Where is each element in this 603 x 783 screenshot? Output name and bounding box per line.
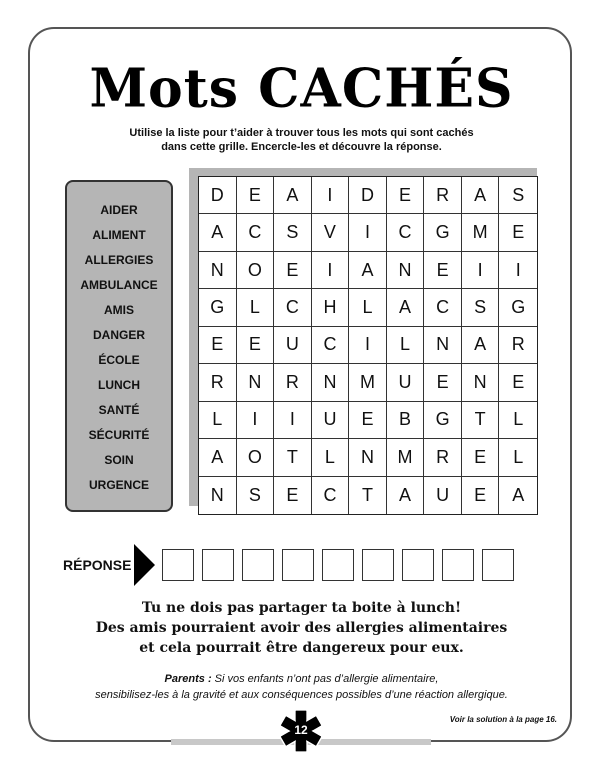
parents-note-line-2: sensibilisez-les à la gravité et aux conséquences possibles d’une réaction allergique. xyxy=(95,689,508,701)
grid-cell: I xyxy=(462,252,500,289)
grid-cell: U xyxy=(274,327,312,364)
grid-cell: R xyxy=(424,177,462,214)
grid-cell: S xyxy=(462,289,500,326)
grid-cell: G xyxy=(424,402,462,439)
parents-note xyxy=(0,671,603,703)
answer-box xyxy=(482,549,514,581)
answer-arrow-icon xyxy=(134,544,155,586)
word-list-item: AMIS xyxy=(104,303,134,317)
grid-cell: M xyxy=(462,214,500,251)
word-list-item: AIDER xyxy=(100,203,138,217)
grid-cell: I xyxy=(499,252,537,289)
grid-cell: A xyxy=(462,177,500,214)
word-list-item: DANGER xyxy=(92,328,145,342)
grid-cell: C xyxy=(312,477,350,514)
grid-cell: E xyxy=(499,214,537,251)
word-list-item: ÉCOLE xyxy=(98,353,140,367)
answer-box xyxy=(362,549,394,581)
answer-box xyxy=(322,549,354,581)
word-list xyxy=(65,180,173,512)
word-list-items xyxy=(67,202,171,502)
page-title: Mots CACHÉS xyxy=(89,57,514,120)
word-list-item: SOIN xyxy=(104,453,134,467)
grid-cell: E xyxy=(199,327,237,364)
grid-cell: R xyxy=(424,439,462,476)
word-list-item: ALLERGIES xyxy=(84,253,154,267)
letter-grid xyxy=(198,176,538,515)
message xyxy=(0,598,603,658)
grid-cell: G xyxy=(199,289,237,326)
grid-cell: M xyxy=(349,364,387,401)
grid-cell: S xyxy=(274,214,312,251)
grid-cell: H xyxy=(312,289,350,326)
grid-cell: I xyxy=(349,327,387,364)
parents-note-prefix: Parents : xyxy=(164,673,212,685)
grid-cell: I xyxy=(312,177,350,214)
grid-cell: V xyxy=(312,214,350,251)
grid-cell: O xyxy=(237,252,275,289)
grid-cell: R xyxy=(199,364,237,401)
grid-cell: A xyxy=(387,477,425,514)
grid-cell: C xyxy=(237,214,275,251)
grid-cell: E xyxy=(274,477,312,514)
instructions xyxy=(120,126,483,154)
grid-cell: C xyxy=(312,327,350,364)
grid-cell: E xyxy=(387,177,425,214)
grid-cell: E xyxy=(349,402,387,439)
answer-box xyxy=(402,549,434,581)
grid-cell: E xyxy=(462,477,500,514)
grid-cell: N xyxy=(237,364,275,401)
grid-cell: L xyxy=(387,327,425,364)
grid-cell: N xyxy=(199,477,237,514)
answer-box xyxy=(442,549,474,581)
page-number: 12 xyxy=(294,723,308,737)
answer-box xyxy=(202,549,234,581)
grid-cell: S xyxy=(237,477,275,514)
grid-cell: N xyxy=(424,327,462,364)
grid-cell: M xyxy=(387,439,425,476)
parents-note-text-1: Si vos enfants n’ont pas d’allergie alimentaire, xyxy=(211,673,439,685)
grid-cell: U xyxy=(424,477,462,514)
grid-cell: T xyxy=(274,439,312,476)
grid-cell: G xyxy=(499,289,537,326)
grid-cell: E xyxy=(274,252,312,289)
grid-cell: E xyxy=(424,364,462,401)
grid-cell: N xyxy=(387,252,425,289)
grid-cell: T xyxy=(462,402,500,439)
grid-cell: R xyxy=(499,327,537,364)
answer-label: RÉPONSE xyxy=(63,557,132,573)
grid-cell: B xyxy=(387,402,425,439)
grid-cell: A xyxy=(512,484,525,505)
grid-cell: C xyxy=(274,289,312,326)
word-list-item: URGENCE xyxy=(88,478,149,492)
grid-cell: N xyxy=(462,364,500,401)
grid-cell: R xyxy=(274,364,312,401)
message-line-3: et cela pourrait être dangereux pour eux. xyxy=(139,640,464,656)
grid-cell: A xyxy=(199,214,237,251)
grid-cell: A xyxy=(462,327,500,364)
message-line-1: Tu ne dois pas partager ta boite à lunch! xyxy=(141,600,462,616)
grid-cell: U xyxy=(387,364,425,401)
word-list-item: SANTÉ xyxy=(98,403,140,417)
grid-cell: U xyxy=(312,402,350,439)
grid-cell: E xyxy=(499,364,537,401)
word-list-item: AMBULANCE xyxy=(80,278,158,292)
grid-cell: I xyxy=(237,402,275,439)
grid-cell: S xyxy=(499,177,537,214)
word-list-item: LUNCH xyxy=(98,378,140,392)
grid-cell: C xyxy=(387,214,425,251)
grid-cell: L xyxy=(349,289,387,326)
grid-cell: G xyxy=(424,214,462,251)
grid-cell: E xyxy=(237,177,275,214)
answer-boxes xyxy=(162,549,540,582)
word-list-item: SÉCURITÉ xyxy=(88,428,150,442)
grid-cell: E xyxy=(237,327,275,364)
grid-cell: N xyxy=(349,439,387,476)
answer-box xyxy=(162,549,194,581)
grid-cell: D xyxy=(349,177,387,214)
instructions-line-1: Utilise la liste pour t’aider à trouver tous les mots qui sont cachés xyxy=(129,127,474,139)
grid-cell: A xyxy=(199,439,237,476)
answer-box xyxy=(242,549,274,581)
grid-cell: T xyxy=(349,477,387,514)
grid-cell: N xyxy=(199,252,237,289)
instructions-line-2: dans cette grille. Encercle-les et découvre la réponse. xyxy=(161,141,442,153)
grid-cell: I xyxy=(274,402,312,439)
grid-cell: L xyxy=(499,402,537,439)
grid-cell: C xyxy=(424,289,462,326)
parents-note-line-1 xyxy=(0,671,603,687)
grid-cell: L xyxy=(199,402,237,439)
grid-cell: N xyxy=(312,364,350,401)
grid-cell: I xyxy=(349,214,387,251)
grid-cell: L xyxy=(237,289,275,326)
word-list-item: ALIMENT xyxy=(92,228,146,242)
grid-cell: D xyxy=(199,177,237,214)
grid-cell: A xyxy=(387,289,425,326)
message-line-2: Des amis pourraient avoir des allergies alimentaires xyxy=(95,620,508,636)
grid-cell: A xyxy=(274,177,312,214)
grid-cell: L xyxy=(312,439,350,476)
grid-cell: L xyxy=(499,439,537,476)
solution-reference: Voir la solution à la page 16. xyxy=(449,715,557,724)
grid-cell: O xyxy=(237,439,275,476)
grid-cell: E xyxy=(424,252,462,289)
grid-cell: E xyxy=(462,439,500,476)
answer-box xyxy=(282,549,314,581)
grid-cell: A xyxy=(349,252,387,289)
grid-cell: I xyxy=(312,252,350,289)
